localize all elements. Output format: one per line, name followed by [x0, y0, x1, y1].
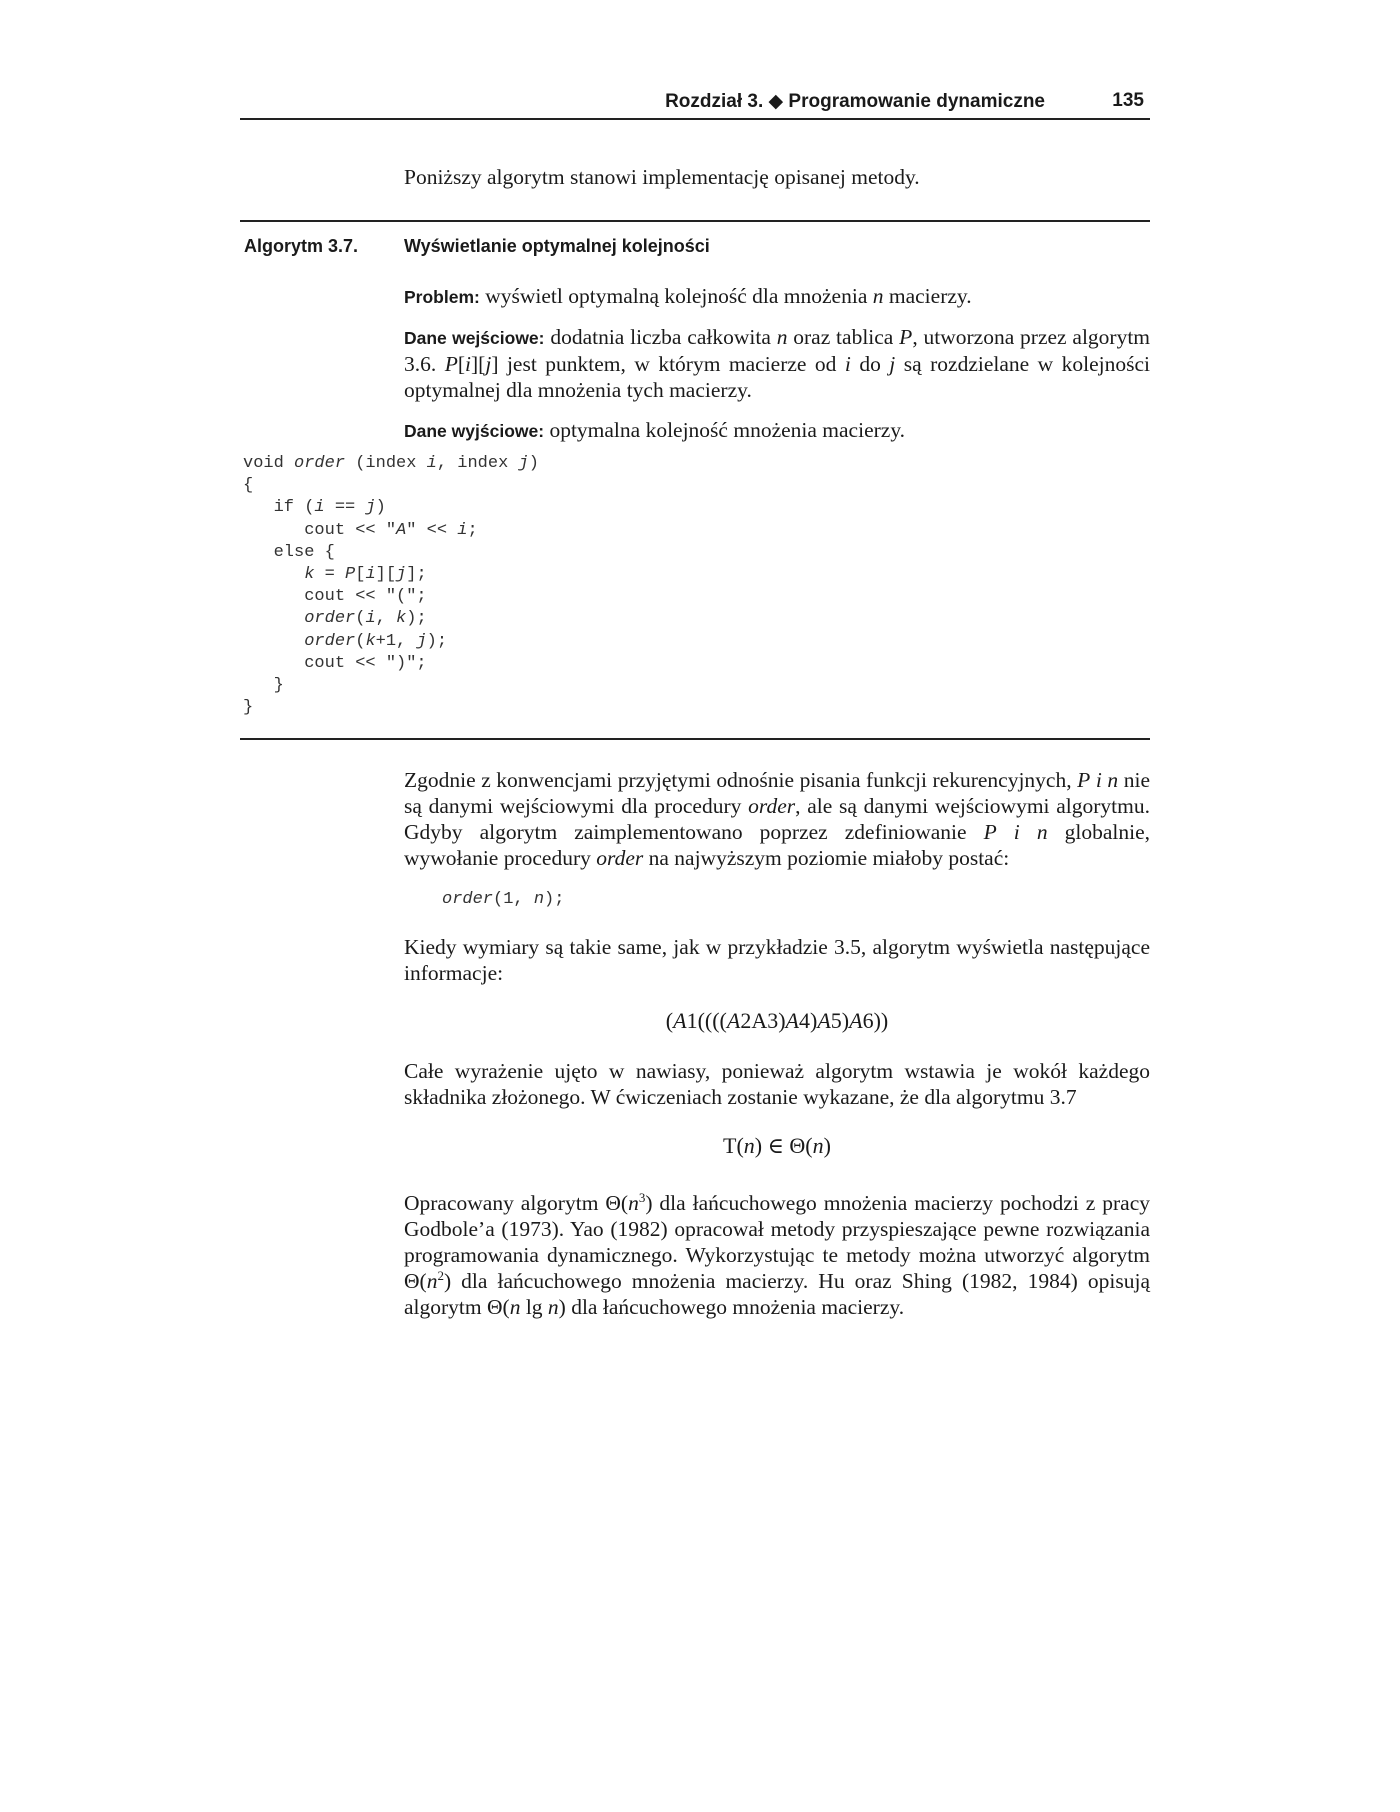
input-text: dodatnia liczba całkowita n oraz tablica P, utworzona przez algorytm 3.6. P[i][j] jest punktem, w którym macierze od i do j są rozdzielane w kolejności optymalnej dla mnożenia tych macierzy. — [404, 325, 1151, 402]
chapter-title: Rozdział 3. ◆ Programowanie dynamiczne — [665, 91, 1045, 112]
algorithm-top-rule — [240, 220, 1150, 222]
output-statement — [404, 417, 1150, 444]
output-text: optymalna kolejność mnożenia macierzy. — [549, 418, 906, 442]
input-statement — [404, 324, 1150, 403]
input-label: Dane wejściowe: — [404, 328, 545, 348]
running-header — [240, 88, 1150, 120]
page-number: 135 — [1112, 90, 1144, 111]
complexity-formula: T(n) ∈ Θ(n) — [723, 1133, 831, 1158]
problem-label: Problem: — [404, 287, 480, 307]
paragraph-conventions: Zgodnie z konwencjami przyjętymi odnośnie pisania funkcji rekurencyjnych, P i n nie są danymi wejściowymi dla procedury order, ale są danymi wejściowymi algorytmu. Gdyby algorytm zaimplementowano poprzez zdefiniowanie P i n globalnie, wywołanie procedury order na najwyższym poziomie miałoby postać: — [404, 768, 1151, 870]
problem-text: wyświetl optymalną kolejność dla mnożenia n macierzy. — [485, 284, 972, 308]
algorithm-bottom-rule — [240, 738, 1150, 740]
paragraph-history: Opracowany algorytm $\Theta(n^3)$ dla łańcuchowego mnożenia macierzy pochodzi z pracy Godbole’a (1973). Yao (1982) opracował metody przyspieszające pewne rozwiązania programowania dynamicznego. Wykorzystując te metody można utworzyć algorytm $\Theta(n^2)$ dla łańcuchowego mnożenia macierzy. Hu oraz Shing (1982, 1984) opisują algorytm Θ(n lg n) dla łańcuchowego mnożenia macierzy. — [404, 1189, 1151, 1319]
call-example: order(1, n); — [442, 890, 565, 909]
algorithm-title: Wyświetlanie optymalnej kolejności — [404, 236, 710, 256]
algorithm-label: Algorytm 3.7. — [244, 236, 359, 256]
intro-paragraph: Poniższy algorytm stanowi implementację opisanej metody. — [404, 165, 920, 189]
output-formula: (A1((((A2A3)A4)A5)A6)) — [665, 1008, 889, 1033]
paragraph-parentheses: Całe wyrażenie ujęto w nawiasy, ponieważ algorytm wstawia je wokół każdego składnika złożonego. W ćwiczeniach zostanie wykazane, że dla algorytmu 3.7 — [404, 1059, 1150, 1109]
algorithm-code: void order (index i, index j) { if (i == j) cout << "A" << i; else { k = P[i][j]; cout << "("; order(i, k); order(k+1, j); cout << ")"; } } — [243, 454, 539, 718]
paragraph-dimensions: Kiedy wymiary są takie same, jak w przykładzie 3.5, algorytm wyświetla następujące informacje: — [404, 935, 1150, 985]
problem-statement — [404, 283, 1150, 310]
output-label: Dane wyjściowe: — [404, 421, 545, 441]
